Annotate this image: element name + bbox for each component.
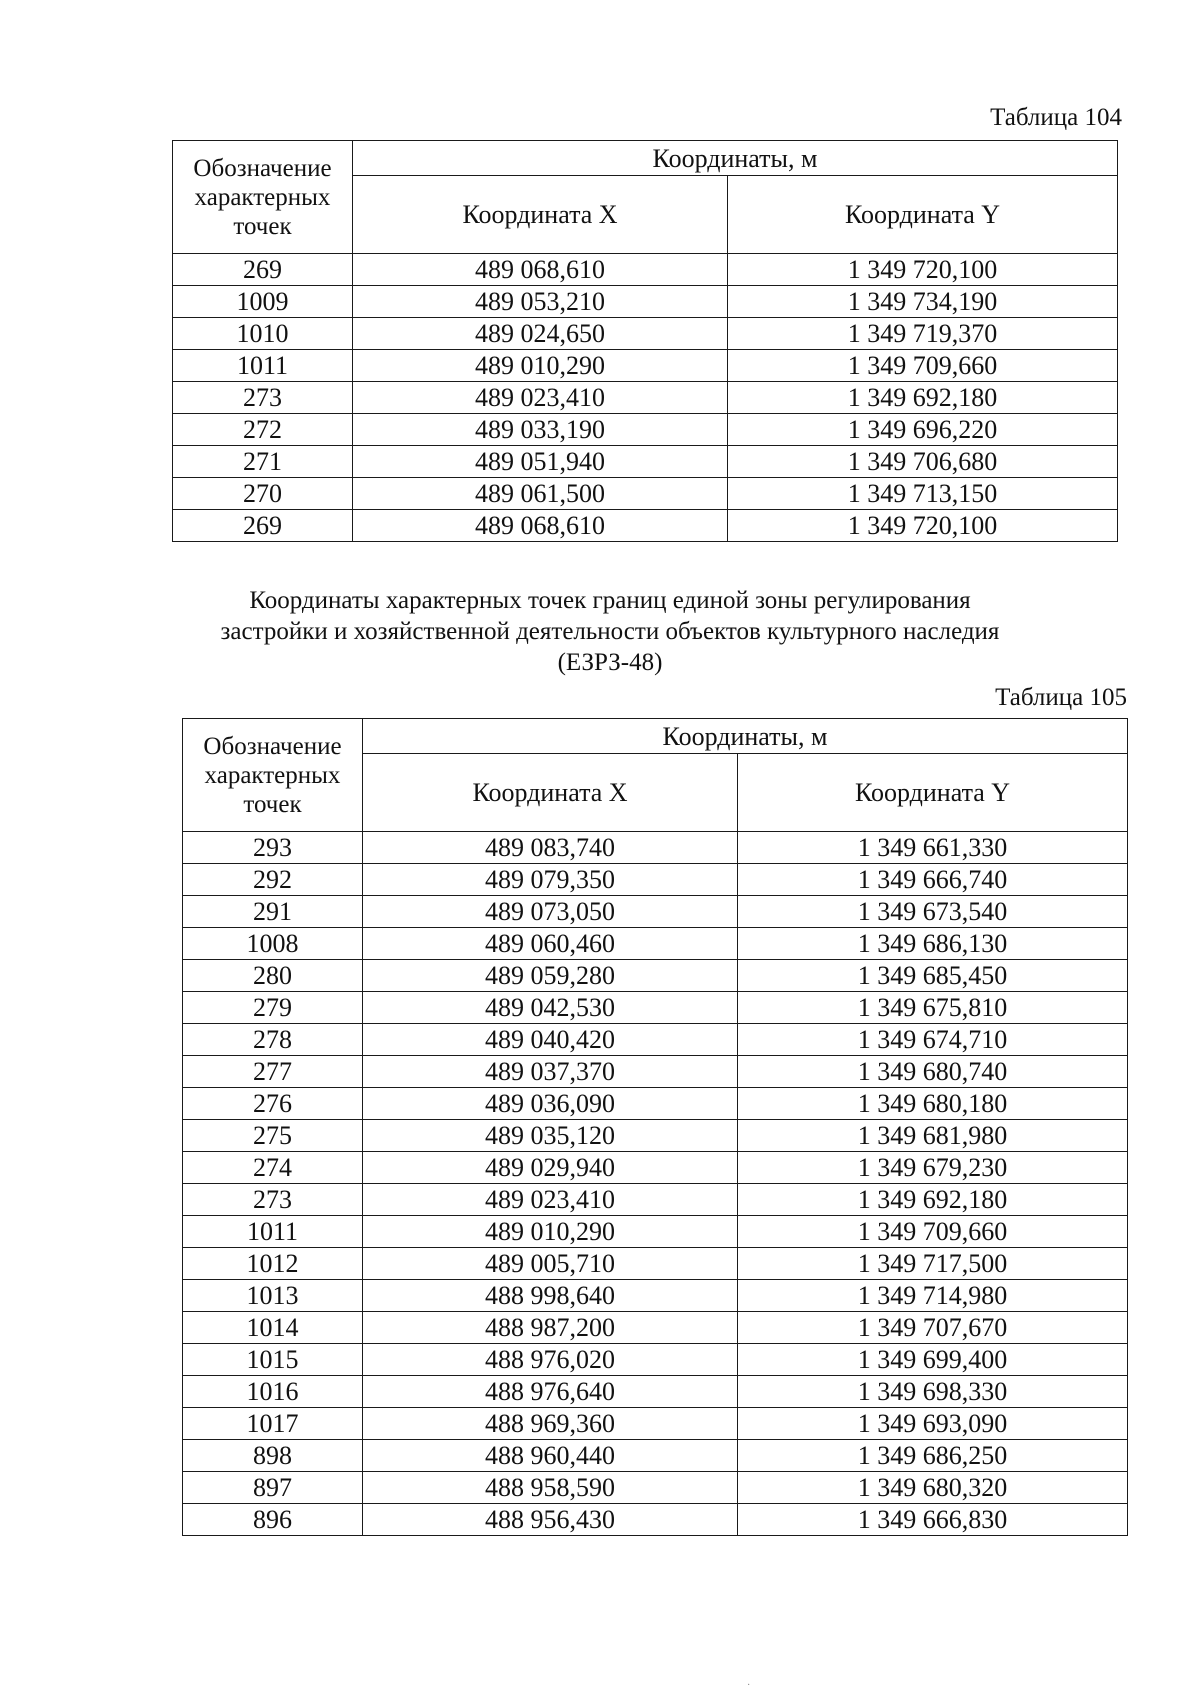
point-cell: 1008 — [183, 928, 363, 960]
coordinate-x-cell: 489 061,500 — [353, 478, 728, 510]
table-row — [173, 446, 1118, 478]
table-row — [183, 832, 1128, 864]
table-row — [183, 1152, 1128, 1184]
coordinate-x-cell: 488 958,590 — [363, 1472, 738, 1504]
table-row — [183, 1248, 1128, 1280]
point-cell: 1015 — [183, 1344, 363, 1376]
coordinate-x-cell: 489 068,610 — [353, 254, 728, 286]
coordinate-x-cell: 489 059,280 — [363, 960, 738, 992]
coordinate-y-cell: 1 349 674,710 — [738, 1024, 1128, 1056]
table-row — [183, 1440, 1128, 1472]
page-footer-mark: · — [747, 1680, 751, 1691]
section-title — [150, 585, 1070, 678]
coordinate-y-cell: 1 349 714,980 — [738, 1280, 1128, 1312]
coordinate-y-cell: 1 349 696,220 — [728, 414, 1118, 446]
header-coordinate-y: Координата Y — [738, 754, 1128, 832]
table-row — [183, 864, 1128, 896]
coordinate-y-cell: 1 349 679,230 — [738, 1152, 1128, 1184]
coordinate-y-cell: 1 349 680,740 — [738, 1056, 1128, 1088]
table-row — [183, 1120, 1128, 1152]
point-cell: 292 — [183, 864, 363, 896]
point-cell: 1011 — [183, 1216, 363, 1248]
coordinate-x-cell: 489 060,460 — [363, 928, 738, 960]
table-row — [173, 318, 1118, 350]
coordinate-x-cell: 489 033,190 — [353, 414, 728, 446]
header-coordinate-y: Координата Y — [728, 176, 1118, 254]
coordinates-table-104 — [172, 140, 1118, 542]
coordinate-x-cell: 488 956,430 — [363, 1504, 738, 1536]
coordinate-x-cell: 489 024,650 — [353, 318, 728, 350]
header-points: Обозначение характерных точек — [183, 719, 363, 832]
coordinate-x-cell: 489 037,370 — [363, 1056, 738, 1088]
coordinate-x-cell: 489 042,530 — [363, 992, 738, 1024]
coordinate-y-cell: 1 349 673,540 — [738, 896, 1128, 928]
coordinate-x-cell: 489 040,420 — [363, 1024, 738, 1056]
point-cell: 278 — [183, 1024, 363, 1056]
coordinate-y-cell: 1 349 734,190 — [728, 286, 1118, 318]
coordinate-x-cell: 489 023,410 — [353, 382, 728, 414]
table-row — [183, 1504, 1128, 1536]
table-105-body — [183, 832, 1128, 1536]
coordinate-y-cell: 1 349 709,660 — [728, 350, 1118, 382]
section-title-line-2: застройки и хозяйственной деятельности объектов культурного наследия — [220, 618, 1000, 645]
table-row — [183, 1312, 1128, 1344]
header-points: Обозначение характерных точек — [173, 141, 353, 254]
coordinate-y-cell: 1 349 686,250 — [738, 1440, 1128, 1472]
table-row — [173, 254, 1118, 286]
point-cell: 271 — [173, 446, 353, 478]
coordinate-x-cell: 489 029,940 — [363, 1152, 738, 1184]
coordinate-y-cell: 1 349 713,150 — [728, 478, 1118, 510]
point-cell: 896 — [183, 1504, 363, 1536]
table-row — [183, 1408, 1128, 1440]
coordinate-x-cell: 489 068,610 — [353, 510, 728, 542]
coordinate-x-cell: 489 010,290 — [363, 1216, 738, 1248]
table-row — [173, 286, 1118, 318]
coordinate-x-cell: 488 969,360 — [363, 1408, 738, 1440]
point-cell: 280 — [183, 960, 363, 992]
point-cell: 898 — [183, 1440, 363, 1472]
coordinate-y-cell: 1 349 706,680 — [728, 446, 1118, 478]
coordinate-y-cell: 1 349 692,180 — [728, 382, 1118, 414]
table-105-caption: Таблица 105 — [995, 684, 1127, 711]
point-cell: 269 — [173, 510, 353, 542]
point-cell: 1012 — [183, 1248, 363, 1280]
table-row — [183, 1184, 1128, 1216]
coordinate-y-cell: 1 349 680,320 — [738, 1472, 1128, 1504]
coordinate-x-cell: 489 010,290 — [353, 350, 728, 382]
coordinate-x-cell: 489 036,090 — [363, 1088, 738, 1120]
table-row — [183, 1472, 1128, 1504]
point-cell: 272 — [173, 414, 353, 446]
table-row — [183, 928, 1128, 960]
point-cell: 270 — [173, 478, 353, 510]
coordinate-x-cell: 488 976,640 — [363, 1376, 738, 1408]
coordinate-y-cell: 1 349 693,090 — [738, 1408, 1128, 1440]
point-cell: 1016 — [183, 1376, 363, 1408]
coordinate-y-cell: 1 349 686,130 — [738, 928, 1128, 960]
table-row — [183, 1280, 1128, 1312]
header-coordinate-x: Координата X — [353, 176, 728, 254]
table-row — [173, 382, 1118, 414]
coordinate-y-cell: 1 349 685,450 — [738, 960, 1128, 992]
coordinate-x-cell: 489 083,740 — [363, 832, 738, 864]
point-cell: 897 — [183, 1472, 363, 1504]
coordinate-y-cell: 1 349 717,500 — [738, 1248, 1128, 1280]
table-row — [183, 992, 1128, 1024]
header-coordinate-x: Координата X — [363, 754, 738, 832]
point-cell: 1017 — [183, 1408, 363, 1440]
point-cell: 275 — [183, 1120, 363, 1152]
table-row — [183, 1376, 1128, 1408]
point-cell: 277 — [183, 1056, 363, 1088]
coordinate-x-cell: 488 976,020 — [363, 1344, 738, 1376]
table-row — [183, 960, 1128, 992]
coordinate-y-cell: 1 349 675,810 — [738, 992, 1128, 1024]
point-cell: 273 — [173, 382, 353, 414]
table-row — [183, 1056, 1128, 1088]
coordinate-y-cell: 1 349 692,180 — [738, 1184, 1128, 1216]
point-cell: 279 — [183, 992, 363, 1024]
table-104-caption: Таблица 104 — [990, 104, 1122, 131]
coordinate-y-cell: 1 349 709,660 — [738, 1216, 1128, 1248]
coordinate-y-cell: 1 349 666,740 — [738, 864, 1128, 896]
point-cell: 1009 — [173, 286, 353, 318]
table-row — [183, 896, 1128, 928]
coordinate-x-cell: 489 053,210 — [353, 286, 728, 318]
table-row — [183, 1024, 1128, 1056]
point-cell: 1014 — [183, 1312, 363, 1344]
section-title-line-3: (ЕЗРЗ-48) — [557, 649, 663, 676]
coordinate-y-cell: 1 349 699,400 — [738, 1344, 1128, 1376]
coordinate-x-cell: 489 023,410 — [363, 1184, 738, 1216]
point-cell: 1011 — [173, 350, 353, 382]
coordinate-x-cell: 489 051,940 — [353, 446, 728, 478]
point-cell: 1010 — [173, 318, 353, 350]
table-row — [173, 350, 1118, 382]
header-coordinates: Координаты, м — [353, 141, 1118, 176]
table-row — [173, 478, 1118, 510]
table-row — [183, 1088, 1128, 1120]
point-cell: 291 — [183, 896, 363, 928]
table-104-body — [173, 254, 1118, 542]
coordinate-y-cell: 1 349 720,100 — [728, 254, 1118, 286]
header-coordinates: Координаты, м — [363, 719, 1128, 754]
coordinate-x-cell: 488 987,200 — [363, 1312, 738, 1344]
section-title-line-1: Координаты характерных точек границ единой зоны регулирования — [249, 587, 971, 614]
table-row — [183, 1216, 1128, 1248]
coordinates-table-105 — [182, 718, 1128, 1536]
coordinate-y-cell: 1 349 680,180 — [738, 1088, 1128, 1120]
point-cell: 276 — [183, 1088, 363, 1120]
coordinate-y-cell: 1 349 707,670 — [738, 1312, 1128, 1344]
coordinate-x-cell: 489 035,120 — [363, 1120, 738, 1152]
coordinate-x-cell: 488 998,640 — [363, 1280, 738, 1312]
table-row — [183, 1344, 1128, 1376]
point-cell: 1013 — [183, 1280, 363, 1312]
coordinate-y-cell: 1 349 719,370 — [728, 318, 1118, 350]
point-cell: 273 — [183, 1184, 363, 1216]
point-cell: 274 — [183, 1152, 363, 1184]
point-cell: 269 — [173, 254, 353, 286]
coordinate-y-cell: 1 349 681,980 — [738, 1120, 1128, 1152]
coordinate-x-cell: 489 079,350 — [363, 864, 738, 896]
coordinate-x-cell: 489 073,050 — [363, 896, 738, 928]
coordinate-y-cell: 1 349 661,330 — [738, 832, 1128, 864]
coordinate-x-cell: 488 960,440 — [363, 1440, 738, 1472]
point-cell: 293 — [183, 832, 363, 864]
coordinate-x-cell: 489 005,710 — [363, 1248, 738, 1280]
table-row — [173, 510, 1118, 542]
coordinate-y-cell: 1 349 720,100 — [728, 510, 1118, 542]
table-row — [173, 414, 1118, 446]
coordinate-y-cell: 1 349 666,830 — [738, 1504, 1128, 1536]
coordinate-y-cell: 1 349 698,330 — [738, 1376, 1128, 1408]
